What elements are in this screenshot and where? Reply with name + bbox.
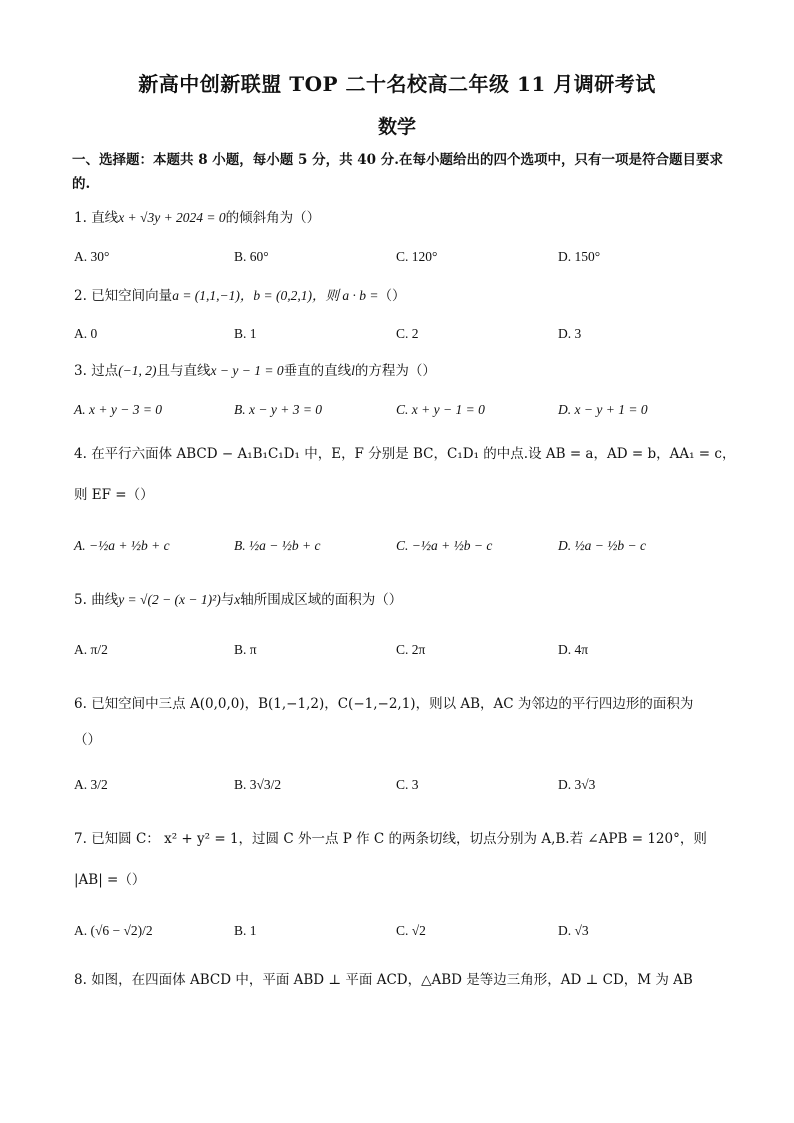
question-text: 已知空间中三点 A(0,0,0)，B(1,−1,2)，C(−1,−2,1)，则以 AB，AC 为邻边的平行四边形的面积为 <box>91 696 694 712</box>
options-3 <box>74 402 734 432</box>
question-text: 在平行六面体 ABCD − A₁B₁C₁D₁ 中，E，F 分别是 BC，C₁D₁ 的中点.设 AB = a，AD = b，AA₁ = c， <box>91 446 736 462</box>
question-text: 与 <box>220 592 235 608</box>
options-5 <box>74 642 734 672</box>
question-number: 1. <box>74 210 87 226</box>
question-text: 已知圆 C： x² + y² = 1，过圆 C 外一点 P 作 C 的两条切线，切点分别为 A,B.若 ∠APB = 120°，则 <box>91 831 707 847</box>
question-2 <box>74 285 405 307</box>
math-expression: l <box>351 363 355 378</box>
option-d: D. √3 <box>558 923 589 938</box>
question-text: 的倾斜角为（） <box>225 210 321 226</box>
question-1 <box>74 207 320 229</box>
option-d: D. 3√3 <box>558 777 596 792</box>
option-c: C. 2π <box>396 642 426 657</box>
question-number: 7. <box>74 831 87 847</box>
option-d: D. ½a − ½b − c <box>558 538 646 553</box>
question-text: 过点 <box>91 363 119 379</box>
option-d: D. 3 <box>558 326 582 341</box>
question-number: 5. <box>74 592 87 608</box>
question-text: 如图，在四面体 ABCD 中，平面 ABD ⊥ 平面 ACD，△ABD 是等边三角形，AD ⊥ CD，M 为 AB <box>91 972 693 988</box>
question-number: 3. <box>74 363 87 379</box>
section-instructions: 一、选择题：本题共 8 小题，每小题 5 分，共 40 分.在每小题给出的四个选项中，只有一项是符合题目要求的. <box>72 152 723 192</box>
math-expression: x <box>234 592 241 607</box>
option-a: A. (√6 − √2)/2 <box>74 923 153 938</box>
question-text: 轴所围成区域的面积为（） <box>240 592 403 608</box>
option-a: A. −½a + ½b + c <box>74 538 170 553</box>
options-7 <box>74 923 734 953</box>
question-number: 4. <box>74 446 87 462</box>
question-4 <box>74 443 735 465</box>
option-d: D. 150° <box>558 249 601 264</box>
option-a: A. x + y − 3 = 0 <box>74 402 163 417</box>
subject-title: 数学 <box>377 116 416 138</box>
question-8 <box>74 969 693 991</box>
options-4 <box>74 538 734 568</box>
question-text: 直线 <box>91 210 119 226</box>
option-d: D. x − y + 1 = 0 <box>558 402 648 417</box>
question-number: 8. <box>74 972 87 988</box>
question-number: 2. <box>74 288 87 304</box>
math-expression: x + √3y + 2024 = 0 <box>118 210 226 225</box>
option-b: B. π <box>234 642 257 657</box>
options-2 <box>74 326 734 356</box>
math-expression: (−1, 2) <box>118 363 157 378</box>
question-number: 6. <box>74 696 87 712</box>
question-text: 的方程为（） <box>354 363 436 379</box>
option-a: A. 0 <box>74 326 98 341</box>
option-b: B. 60° <box>234 249 269 264</box>
question-text: （） <box>378 288 406 304</box>
question-text: 已知空间向量 <box>91 288 173 304</box>
options-6 <box>74 777 734 807</box>
option-c: C. −½a + ½b − c <box>396 538 493 553</box>
option-d: D. 4π <box>558 642 589 657</box>
question-6 <box>74 693 693 715</box>
page-title: 新高中创新联盟 TOP 二十名校高二年级 11 月调研考试 <box>138 72 656 96</box>
question-7-line2: |AB| =（） <box>74 872 146 888</box>
question-text: 曲线 <box>91 592 119 608</box>
math-expression: y = √(2 − (x − 1)²) <box>118 592 221 607</box>
question-6-line2: （） <box>74 732 101 748</box>
math-expression: x − y − 1 = 0 <box>210 363 284 378</box>
question-5 <box>74 589 402 611</box>
option-c: C. 120° <box>396 249 438 264</box>
option-b: B. ½a − ½b + c <box>234 538 321 553</box>
math-expression: a = (1,1,−1)，b = (0,2,1)，则 a · b = <box>172 288 379 303</box>
option-c: C. 3 <box>396 777 419 792</box>
option-c: C. 2 <box>396 326 419 341</box>
option-a: A. π/2 <box>74 642 108 657</box>
options-1 <box>74 249 734 279</box>
question-text: 且与直线 <box>156 363 211 379</box>
option-a: A. 3/2 <box>74 777 108 792</box>
option-a: A. 30° <box>74 249 110 264</box>
option-c: C. √2 <box>396 923 426 938</box>
question-7 <box>74 828 707 850</box>
question-4-line2: 则 EF =（） <box>74 487 154 503</box>
option-b: B. x − y + 3 = 0 <box>234 402 323 417</box>
option-b: B. 1 <box>234 326 257 341</box>
option-b: B. 3√3/2 <box>234 777 282 792</box>
option-c: C. x + y − 1 = 0 <box>396 402 485 417</box>
option-b: B. 1 <box>234 923 257 938</box>
question-text: 垂直的直线 <box>283 363 352 379</box>
question-3 <box>74 360 436 382</box>
